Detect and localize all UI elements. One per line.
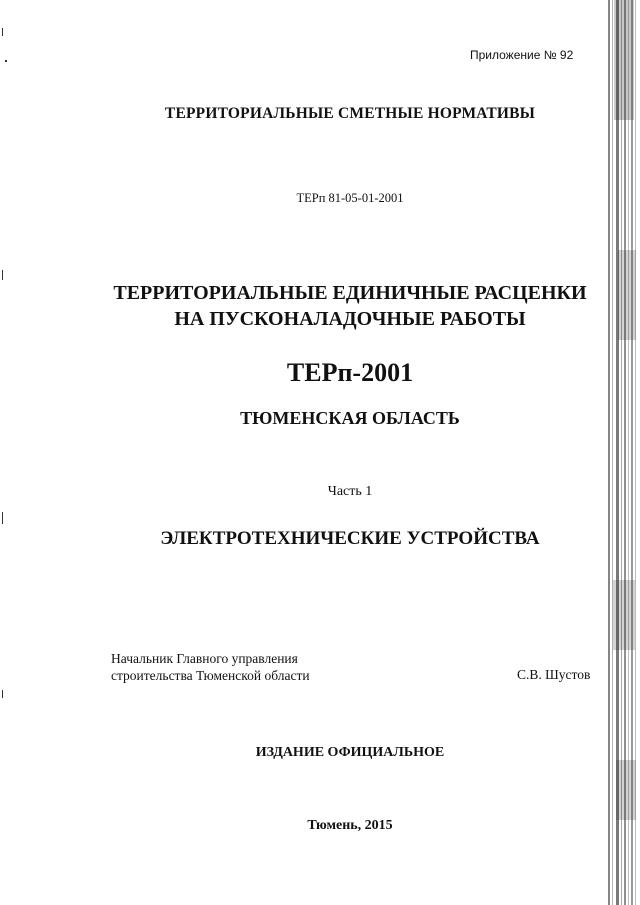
document-code: ТЕРп 81-05-01-2001	[296, 191, 404, 205]
scan-edge-noise	[598, 0, 640, 905]
header-title: ТЕРРИТОРИАЛЬНЫЕ СМЕТНЫЕ НОРМАТИВЫ	[164, 105, 536, 122]
edition-label: ИЗДАНИЕ ОФИЦИАЛЬНОЕ	[255, 745, 445, 760]
main-title-line-1: ТЕРРИТОРИАЛЬНЫЕ ЕДИНИЧНЫЕ РАСЦЕНКИ	[113, 282, 587, 304]
signer-name: С.В. Шустов	[517, 667, 591, 682]
left-margin-marks	[0, 0, 14, 905]
signer-role	[111, 650, 310, 684]
part-label: Часть 1	[327, 484, 373, 499]
signer-role-line-1: Начальник Главного управления	[111, 651, 298, 666]
appendix-label: Приложение № 92	[470, 48, 574, 62]
region-title: ТЮМЕНСКАЯ ОБЛАСТЬ	[240, 408, 460, 428]
city-year: Тюмень, 2015	[307, 818, 393, 833]
main-title-line-2: НА ПУСКОНАЛАДОЧНЫЕ РАБОТЫ	[174, 308, 526, 330]
signer-role-line-2: строительства Тюменской области	[111, 668, 310, 683]
section-subtitle: ЭЛЕКТРОТЕХНИЧЕСКИЕ УСТРОЙСТВА	[160, 528, 540, 549]
main-title	[0, 280, 640, 332]
short-code-title: ТЕРп-2001	[286, 358, 414, 387]
